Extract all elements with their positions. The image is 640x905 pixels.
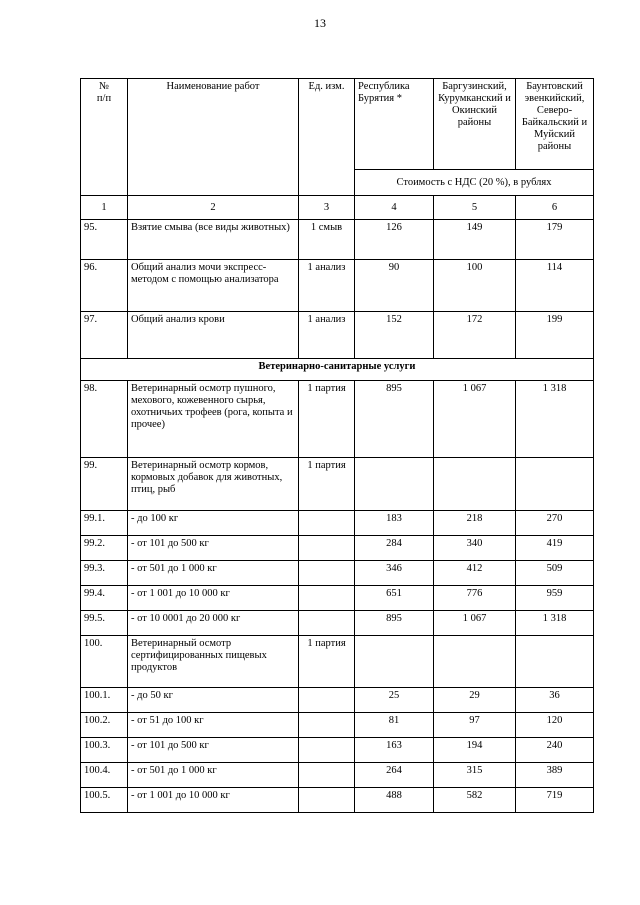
index-cell: 6 [516, 196, 594, 220]
table-row [81, 511, 594, 536]
table-row [81, 312, 594, 359]
price-barguzin: 97 [434, 713, 516, 738]
price-bauntov: 179 [516, 220, 594, 260]
price-buryatia: 284 [355, 536, 434, 561]
unit [299, 536, 355, 561]
header-name: Наименование работ [128, 79, 299, 196]
table-row [81, 381, 594, 458]
table-row [81, 788, 594, 813]
unit [299, 738, 355, 763]
header-region-barguzin: Баргузинский, Курумканский и Окинский районы [434, 79, 516, 170]
price-barguzin: 1 067 [434, 381, 516, 458]
price-bauntov: 509 [516, 561, 594, 586]
price-bauntov: 419 [516, 536, 594, 561]
cost-caption: Стоимость с НДС (20 %), в рублях [355, 170, 594, 196]
table-row [81, 713, 594, 738]
work-name: - от 101 до 500 кг [128, 536, 299, 561]
work-name: Взятие смыва (все виды животных) [128, 220, 299, 260]
price-buryatia: 25 [355, 688, 434, 713]
unit: 1 смыв [299, 220, 355, 260]
price-buryatia: 163 [355, 738, 434, 763]
price-bauntov: 270 [516, 511, 594, 536]
work-name: - от 501 до 1 000 кг [128, 763, 299, 788]
unit: 1 партия [299, 458, 355, 511]
page-number: 13 [314, 16, 326, 30]
price-barguzin: 1 067 [434, 611, 516, 636]
work-name: - до 50 кг [128, 688, 299, 713]
unit [299, 788, 355, 813]
price-buryatia: 90 [355, 260, 434, 312]
price-barguzin: 776 [434, 586, 516, 611]
price-barguzin: 218 [434, 511, 516, 536]
row-number: 100. [81, 636, 128, 688]
price-bauntov: 719 [516, 788, 594, 813]
row-number: 100.5. [81, 788, 128, 813]
row-number: 99. [81, 458, 128, 511]
price-barguzin: 194 [434, 738, 516, 763]
index-cell: 5 [434, 196, 516, 220]
work-name: Ветеринарный осмотр сертифицированных пищевых продуктов [128, 636, 299, 688]
price-buryatia [355, 458, 434, 511]
price-barguzin: 340 [434, 536, 516, 561]
price-barguzin: 582 [434, 788, 516, 813]
section-row [81, 359, 594, 381]
price-bauntov: 120 [516, 713, 594, 738]
price-buryatia: 488 [355, 788, 434, 813]
index-cell: 1 [81, 196, 128, 220]
index-row [81, 196, 594, 220]
price-buryatia: 81 [355, 713, 434, 738]
table-row [81, 611, 594, 636]
table-row [81, 260, 594, 312]
price-barguzin: 315 [434, 763, 516, 788]
price-buryatia [355, 636, 434, 688]
work-name: - от 51 до 100 кг [128, 713, 299, 738]
price-barguzin [434, 636, 516, 688]
price-barguzin: 412 [434, 561, 516, 586]
row-number: 100.3. [81, 738, 128, 763]
price-bauntov: 1 318 [516, 611, 594, 636]
index-cell: 2 [128, 196, 299, 220]
row-number: 95. [81, 220, 128, 260]
price-buryatia: 651 [355, 586, 434, 611]
price-buryatia: 152 [355, 312, 434, 359]
row-number: 100.2. [81, 713, 128, 738]
header-unit: Ед. изм. [299, 79, 355, 196]
row-number: 99.1. [81, 511, 128, 536]
price-bauntov [516, 636, 594, 688]
unit [299, 561, 355, 586]
header-region-buryatia: Республика Бурятия * [355, 79, 434, 170]
unit: 1 партия [299, 636, 355, 688]
work-name: - от 1 001 до 10 000 кг [128, 586, 299, 611]
price-bauntov: 959 [516, 586, 594, 611]
price-buryatia: 183 [355, 511, 434, 536]
row-number: 97. [81, 312, 128, 359]
price-bauntov: 240 [516, 738, 594, 763]
section-title: Ветеринарно-санитарные услуги [81, 359, 594, 381]
price-barguzin: 100 [434, 260, 516, 312]
price-buryatia: 126 [355, 220, 434, 260]
work-name: - от 101 до 500 кг [128, 738, 299, 763]
price-barguzin [434, 458, 516, 511]
price-barguzin: 149 [434, 220, 516, 260]
price-bauntov: 389 [516, 763, 594, 788]
price-buryatia: 895 [355, 381, 434, 458]
row-number: 100.4. [81, 763, 128, 788]
price-barguzin: 172 [434, 312, 516, 359]
work-name: Ветеринарный осмотр пушного, мехового, кожевенного сырья, охотничьих трофеев (рога, копыта и прочее) [128, 381, 299, 458]
work-name: Общий анализ мочи экспресс-методом с помощью анализатора [128, 260, 299, 312]
work-name: - от 501 до 1 000 кг [128, 561, 299, 586]
row-number: 98. [81, 381, 128, 458]
row-number: 99.4. [81, 586, 128, 611]
work-name: Общий анализ крови [128, 312, 299, 359]
work-name: Ветеринарный осмотр кормов, кормовых добавок для животных, птиц, рыб [128, 458, 299, 511]
table-row [81, 561, 594, 586]
table-row [81, 688, 594, 713]
unit [299, 713, 355, 738]
price-bauntov [516, 458, 594, 511]
table-row [81, 763, 594, 788]
table-row [81, 636, 594, 688]
table-row [81, 458, 594, 511]
price-bauntov: 36 [516, 688, 594, 713]
price-barguzin: 29 [434, 688, 516, 713]
unit [299, 688, 355, 713]
header-num: № п/п [81, 79, 128, 196]
table-row [81, 220, 594, 260]
index-cell: 4 [355, 196, 434, 220]
table-row [81, 738, 594, 763]
price-buryatia: 895 [355, 611, 434, 636]
work-name: - от 1 001 до 10 000 кг [128, 788, 299, 813]
header-row [81, 79, 594, 170]
index-cell: 3 [299, 196, 355, 220]
unit [299, 763, 355, 788]
row-number: 100.1. [81, 688, 128, 713]
work-name: - от 10 0001 до 20 000 кг [128, 611, 299, 636]
unit: 1 анализ [299, 260, 355, 312]
price-buryatia: 346 [355, 561, 434, 586]
row-number: 96. [81, 260, 128, 312]
table-row [81, 586, 594, 611]
row-number: 99.3. [81, 561, 128, 586]
price-bauntov: 1 318 [516, 381, 594, 458]
row-number: 99.5. [81, 611, 128, 636]
unit [299, 611, 355, 636]
unit [299, 586, 355, 611]
price-buryatia: 264 [355, 763, 434, 788]
unit: 1 партия [299, 381, 355, 458]
price-table [80, 78, 594, 813]
row-number: 99.2. [81, 536, 128, 561]
header-region-bauntov: Баунтовский эвенкийский, Северо-Байкальский и Муйский районы [516, 79, 594, 170]
price-bauntov: 114 [516, 260, 594, 312]
table-row [81, 536, 594, 561]
unit: 1 анализ [299, 312, 355, 359]
work-name: - до 100 кг [128, 511, 299, 536]
price-bauntov: 199 [516, 312, 594, 359]
unit [299, 511, 355, 536]
